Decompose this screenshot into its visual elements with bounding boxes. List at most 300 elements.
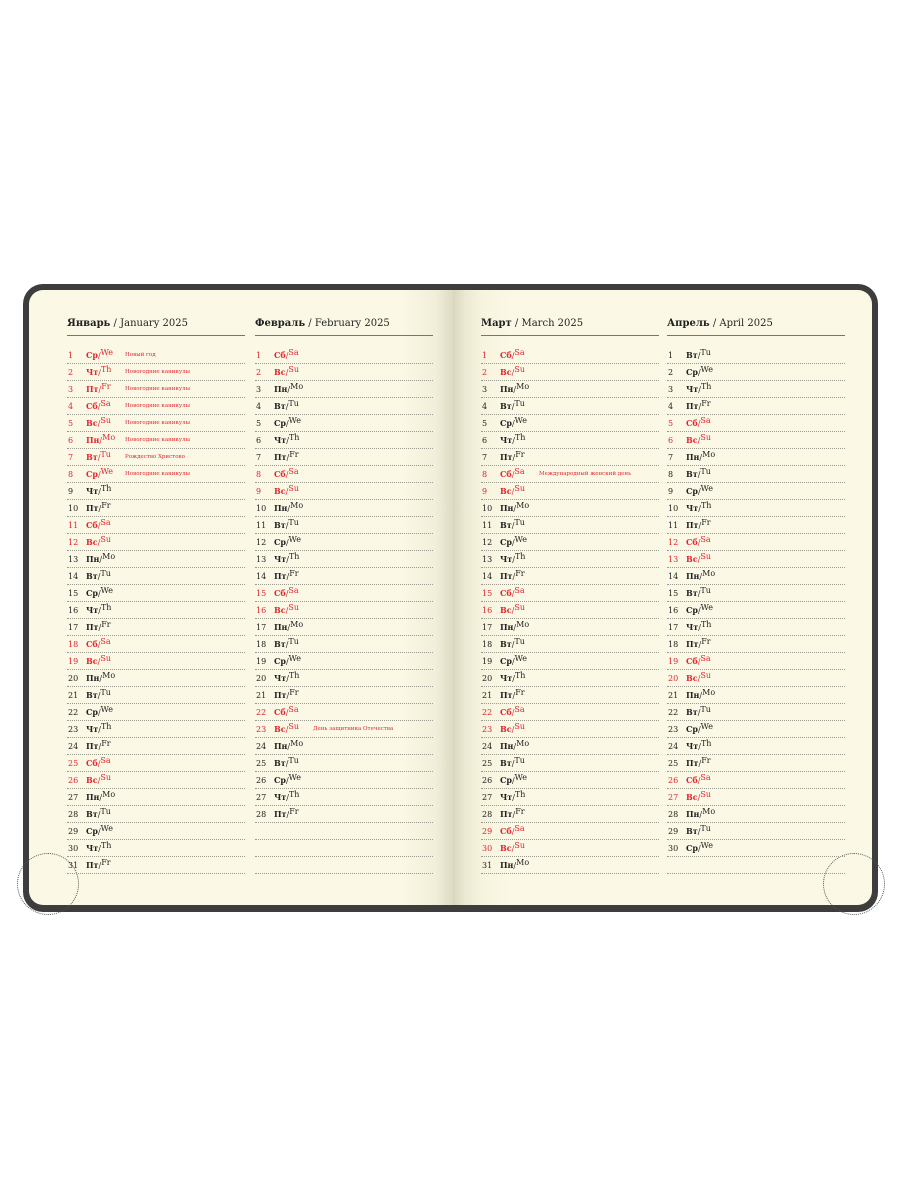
weekday-en: Mo	[702, 569, 716, 578]
day-number: 18	[68, 640, 79, 649]
day-row	[255, 534, 433, 551]
day-row	[67, 806, 245, 823]
month-name-en: February 2025	[314, 318, 390, 329]
weekday: Вт/ Tu	[500, 637, 525, 649]
day-row	[481, 500, 659, 517]
weekday-en: Su	[700, 552, 711, 561]
weekday-en: We	[514, 773, 527, 782]
day-number: 7	[668, 453, 674, 462]
day-number: 21	[482, 691, 493, 700]
weekday: Пн/ Mo	[274, 620, 304, 632]
weekday: Вс/ Su	[686, 671, 711, 683]
weekday: Вт/ Tu	[274, 756, 299, 768]
day-number: 28	[256, 810, 267, 819]
weekday-ru: Вт	[500, 520, 512, 530]
weekday-ru: Сб	[686, 537, 698, 547]
weekday-en: We	[288, 654, 301, 663]
weekday-ru: Сб	[274, 350, 286, 360]
day-row	[667, 619, 845, 636]
weekday: Вт/ Tu	[86, 688, 111, 700]
day-row	[67, 585, 245, 602]
weekday-ru: Вт	[686, 588, 698, 598]
weekday-ru: Сб	[274, 707, 286, 717]
month-name-ru: Апрель	[667, 318, 710, 329]
weekday: Пн/ Mo	[686, 450, 716, 462]
weekday: Сб/ Sa	[500, 705, 525, 717]
holiday-note: Новый год	[125, 352, 156, 358]
weekday-ru: Пн	[274, 503, 288, 513]
day-row	[255, 772, 433, 789]
weekday-en: Th	[288, 671, 300, 680]
day-number: 16	[668, 606, 679, 615]
day-row	[67, 449, 245, 466]
weekday: Чт/ Th	[500, 671, 526, 683]
weekday-ru: Сб	[500, 707, 512, 717]
weekday: Чт/ Th	[686, 739, 712, 751]
day-number: 10	[668, 504, 679, 513]
weekday: Чт/ Th	[86, 841, 112, 853]
day-row	[481, 483, 659, 500]
day-row	[481, 602, 659, 619]
day-row	[67, 415, 245, 432]
day-row	[481, 653, 659, 670]
weekday-ru: Ср	[274, 537, 286, 547]
weekday: Пн/ Mo	[500, 739, 530, 751]
weekday-en: Su	[288, 484, 299, 493]
day-row	[481, 568, 659, 585]
weekday-ru: Сб	[686, 418, 698, 428]
weekday-ru: Пт	[86, 503, 99, 513]
weekday-en: Su	[288, 365, 299, 374]
weekday-en: Sa	[514, 467, 525, 476]
day-number: 7	[68, 453, 74, 462]
weekday-en: Sa	[700, 773, 711, 782]
month-april	[667, 318, 845, 874]
weekday-ru: Сб	[86, 639, 98, 649]
day-row	[67, 619, 245, 636]
day-number: 17	[668, 623, 679, 632]
weekday: Сб/ Sa	[686, 416, 711, 428]
weekday-ru: Вт	[686, 707, 698, 717]
day-number: 14	[482, 572, 493, 581]
weekday: Сб/ Sa	[274, 705, 299, 717]
weekday-en: Tu	[288, 399, 299, 408]
day-row	[667, 653, 845, 670]
weekday-ru: Сб	[274, 588, 286, 598]
weekday: Вс/ Su	[274, 722, 299, 734]
weekday: Ср/ We	[274, 773, 301, 785]
weekday: Вс/ Su	[86, 416, 111, 428]
day-row	[255, 789, 433, 806]
day-number: 6	[668, 436, 674, 445]
weekday-en: Fr	[515, 569, 525, 578]
weekday-ru: Пт	[500, 690, 513, 700]
weekday: Чт/ Th	[274, 552, 300, 564]
day-row	[481, 789, 659, 806]
day-row	[67, 772, 245, 789]
weekday-en: Fr	[289, 688, 299, 697]
day-number: 25	[68, 759, 79, 768]
weekday-ru: Пн	[500, 384, 514, 394]
day-number: 3	[482, 385, 488, 394]
weekday-en: Su	[514, 365, 525, 374]
weekday-ru: Ср	[86, 826, 98, 836]
day-number: 14	[668, 572, 679, 581]
day-number: 29	[668, 827, 679, 836]
weekday-ru: Вт	[86, 809, 98, 819]
day-list	[67, 347, 245, 874]
weekday-ru: Пн	[686, 690, 700, 700]
month-name-en: April 2025	[719, 318, 773, 329]
day-number: 11	[256, 521, 267, 530]
weekday: Чт/ Th	[274, 433, 300, 445]
weekday-en: Th	[288, 790, 300, 799]
day-row	[255, 738, 433, 755]
weekday-en: Su	[100, 654, 111, 663]
day-row	[667, 772, 845, 789]
weekday: Сб/ Sa	[500, 824, 525, 836]
day-row	[255, 466, 433, 483]
weekday-ru: Пн	[686, 571, 700, 581]
day-row	[255, 670, 433, 687]
day-list	[667, 347, 845, 874]
weekday-ru: Вс	[686, 554, 698, 564]
weekday-en: Sa	[100, 637, 111, 646]
day-row	[255, 381, 433, 398]
weekday-ru: Чт	[274, 435, 287, 445]
weekday-en: Mo	[516, 739, 530, 748]
weekday-ru: Сб	[686, 656, 698, 666]
weekday-ru: Чт	[86, 605, 99, 615]
day-number: 2	[668, 368, 674, 377]
day-number: 1	[68, 351, 74, 360]
weekday-ru: Сб	[500, 350, 512, 360]
weekday: Пт/ Fr	[686, 756, 711, 768]
weekday-ru: Вт	[500, 758, 512, 768]
weekday-ru: Вс	[86, 537, 98, 547]
weekday-ru: Ср	[500, 775, 512, 785]
day-number: 2	[256, 368, 262, 377]
weekday-en: Mo	[290, 382, 304, 391]
day-number: 18	[482, 640, 493, 649]
day-row	[667, 483, 845, 500]
day-number: 30	[68, 844, 79, 853]
weekday-ru: Пт	[274, 690, 287, 700]
weekday-en: Su	[100, 416, 111, 425]
weekday-en: Tu	[288, 637, 299, 646]
weekday-ru: Ср	[686, 367, 698, 377]
day-row	[67, 602, 245, 619]
weekday-en: Tu	[700, 467, 711, 476]
weekday: Ср/ We	[686, 484, 713, 496]
day-row	[255, 568, 433, 585]
weekday-ru: Чт	[86, 367, 99, 377]
day-row	[67, 398, 245, 415]
weekday-ru: Пн	[86, 792, 100, 802]
day-number: 10	[256, 504, 267, 513]
weekday-en: Th	[514, 552, 526, 561]
holiday-note: Новогодние каникулы	[125, 420, 191, 426]
day-number: 21	[68, 691, 79, 700]
day-row	[255, 602, 433, 619]
weekday-en: Sa	[700, 535, 711, 544]
weekday-ru: Чт	[686, 384, 699, 394]
weekday: Пт/ Fr	[500, 807, 525, 819]
day-number: 26	[482, 776, 493, 785]
weekday-en: Sa	[700, 654, 711, 663]
weekday-en: Tu	[100, 807, 111, 816]
weekday-ru: Пт	[500, 452, 513, 462]
day-number: 4	[256, 402, 262, 411]
day-number: 11	[68, 521, 79, 530]
weekday: Пт/ Fr	[86, 501, 111, 513]
weekday: Пн/ Mo	[274, 739, 304, 751]
weekday: Чт/ Th	[686, 382, 712, 394]
weekday-ru: Пт	[500, 809, 513, 819]
weekday-en: Fr	[515, 688, 525, 697]
weekday: Ср/ We	[500, 773, 527, 785]
weekday-ru: Вс	[274, 367, 286, 377]
day-number: 13	[256, 555, 267, 564]
day-row	[255, 755, 433, 772]
day-number: 2	[68, 368, 74, 377]
weekday-ru: Вс	[500, 605, 512, 615]
weekday-en: Tu	[514, 756, 525, 765]
weekday-en: We	[700, 603, 713, 612]
weekday-ru: Пт	[274, 452, 287, 462]
weekday-en: Sa	[288, 467, 299, 476]
weekday: Пн/ Mo	[86, 790, 116, 802]
day-row	[667, 415, 845, 432]
day-number: 10	[482, 504, 493, 513]
day-row	[67, 432, 245, 449]
weekday-en: Sa	[514, 586, 525, 595]
weekday: Пт/ Fr	[686, 518, 711, 530]
day-number: 27	[256, 793, 267, 802]
month-header: Март / March 2025	[481, 318, 659, 336]
day-row	[481, 466, 659, 483]
day-number: 17	[256, 623, 267, 632]
day-number: 11	[482, 521, 493, 530]
day-number: 5	[668, 419, 674, 428]
weekday-en: Fr	[101, 858, 111, 867]
day-number: 22	[256, 708, 267, 717]
weekday-ru: Сб	[86, 401, 98, 411]
weekday-en: Th	[100, 841, 112, 850]
day-number: 24	[68, 742, 79, 751]
weekday: Сб/ Sa	[86, 518, 111, 530]
weekday-ru: Пт	[274, 809, 287, 819]
weekday-en: Th	[700, 501, 712, 510]
weekday-en: Sa	[288, 705, 299, 714]
day-number: 4	[668, 402, 674, 411]
day-row	[481, 551, 659, 568]
day-list	[481, 347, 659, 874]
weekday-ru: Пн	[500, 622, 514, 632]
weekday-ru: Пн	[274, 384, 288, 394]
weekday-en: Fr	[101, 620, 111, 629]
day-row	[667, 738, 845, 755]
weekday-ru: Вт	[500, 639, 512, 649]
weekday-ru: Сб	[86, 520, 98, 530]
weekday-en: Mo	[702, 688, 716, 697]
weekday: Чт/ Th	[86, 484, 112, 496]
day-number: 13	[68, 555, 79, 564]
day-row	[481, 619, 659, 636]
day-row	[67, 500, 245, 517]
weekday-en: Fr	[101, 382, 111, 391]
weekday: Ср/ We	[274, 416, 301, 428]
month-february	[255, 318, 433, 874]
weekday: Пн/ Mo	[274, 501, 304, 513]
day-number: 20	[668, 674, 679, 683]
day-number: 9	[482, 487, 488, 496]
weekday: Пт/ Fr	[500, 688, 525, 700]
day-number: 25	[482, 759, 493, 768]
weekday-ru: Вс	[86, 656, 98, 666]
weekday: Чт/ Th	[274, 671, 300, 683]
weekday: Вс/ Su	[274, 365, 299, 377]
weekday-ru: Ср	[86, 707, 98, 717]
day-number: 24	[668, 742, 679, 751]
weekday-ru: Сб	[686, 775, 698, 785]
weekday-en: We	[100, 586, 113, 595]
day-row	[667, 721, 845, 738]
weekday: Пт/ Fr	[86, 620, 111, 632]
day-number: 7	[256, 453, 262, 462]
holiday-note: Международный женский день	[539, 471, 632, 477]
weekday-en: Sa	[514, 824, 525, 833]
holiday-note: Новогодние каникулы	[125, 403, 191, 409]
weekday: Пн/ Mo	[686, 688, 716, 700]
weekday: Вс/ Su	[274, 484, 299, 496]
weekday: Сб/ Sa	[686, 535, 711, 547]
day-number: 26	[68, 776, 79, 785]
weekday: Вт/ Tu	[274, 399, 299, 411]
weekday: Пт/ Fr	[500, 569, 525, 581]
day-number: 13	[668, 555, 679, 564]
weekday-ru: Вт	[686, 469, 698, 479]
day-row	[67, 653, 245, 670]
weekday-en: Su	[100, 773, 111, 782]
day-row	[481, 517, 659, 534]
day-row	[481, 449, 659, 466]
day-number: 26	[668, 776, 679, 785]
day-row	[667, 347, 845, 364]
weekday: Чт/ Th	[686, 501, 712, 513]
weekday-ru: Вт	[86, 452, 98, 462]
weekday-ru: Пн	[686, 452, 700, 462]
day-number: 12	[482, 538, 493, 547]
weekday-ru: Вт	[274, 758, 286, 768]
day-row	[255, 585, 433, 602]
day-row	[481, 347, 659, 364]
weekday-en: Su	[700, 433, 711, 442]
day-number: 22	[68, 708, 79, 717]
day-number: 28	[668, 810, 679, 819]
day-number: 19	[482, 657, 493, 666]
weekday-ru: Вт	[274, 520, 286, 530]
day-number: 27	[668, 793, 679, 802]
day-row	[255, 704, 433, 721]
month-header: Январь / January 2025	[67, 318, 245, 336]
day-number: 8	[256, 470, 262, 479]
weekday-ru: Вт	[86, 571, 98, 581]
weekday-ru: Чт	[86, 843, 99, 853]
weekday-ru: Пн	[86, 435, 100, 445]
day-number: 24	[482, 742, 493, 751]
day-row	[481, 364, 659, 381]
holiday-note: Новогодние каникулы	[125, 437, 191, 443]
weekday-en: We	[700, 722, 713, 731]
weekday-en: Sa	[100, 399, 111, 408]
weekday: Вт/ Tu	[500, 518, 525, 530]
day-number: 20	[256, 674, 267, 683]
weekday-en: Sa	[700, 416, 711, 425]
day-row	[667, 364, 845, 381]
weekday: Пт/ Fr	[274, 807, 299, 819]
day-row	[481, 823, 659, 840]
weekday-en: Fr	[701, 637, 711, 646]
weekday-en: Mo	[290, 620, 304, 629]
weekday: Пн/ Mo	[686, 569, 716, 581]
day-row	[255, 500, 433, 517]
weekday-ru: Сб	[86, 758, 98, 768]
weekday-ru: Сб	[500, 469, 512, 479]
weekday-en: Th	[288, 552, 300, 561]
day-row	[481, 670, 659, 687]
weekday: Чт/ Th	[86, 365, 112, 377]
weekday-en: Mo	[102, 433, 116, 442]
weekday-en: Su	[700, 671, 711, 680]
weekday-ru: Ср	[274, 656, 286, 666]
weekday: Ср/ We	[86, 705, 113, 717]
weekday-en: Th	[288, 433, 300, 442]
day-row	[67, 381, 245, 398]
day-row	[481, 738, 659, 755]
weekday: Чт/ Th	[500, 790, 526, 802]
weekday-en: Tu	[514, 518, 525, 527]
weekday-ru: Сб	[500, 588, 512, 598]
weekday: Чт/ Th	[274, 790, 300, 802]
day-number: 19	[668, 657, 679, 666]
weekday: Пн/ Mo	[500, 858, 530, 870]
weekday: Ср/ We	[274, 535, 301, 547]
day-row	[667, 517, 845, 534]
day-row	[67, 670, 245, 687]
weekday-en: Mo	[516, 501, 530, 510]
weekday-ru: Ср	[86, 350, 98, 360]
day-number: 24	[256, 742, 267, 751]
day-number: 27	[68, 793, 79, 802]
weekday: Пн/ Mo	[86, 671, 116, 683]
weekday-en: Th	[100, 365, 112, 374]
day-row	[67, 568, 245, 585]
weekday: Вт/ Tu	[686, 586, 711, 598]
weekday-ru: Пн	[274, 622, 288, 632]
day-number: 23	[256, 725, 267, 734]
day-number: 3	[668, 385, 674, 394]
day-number: 8	[668, 470, 674, 479]
day-row	[667, 534, 845, 551]
weekday-ru: Чт	[500, 435, 513, 445]
weekday-ru: Вс	[686, 792, 698, 802]
day-row	[255, 806, 433, 823]
weekday: Вс/ Su	[86, 773, 111, 785]
day-row	[481, 687, 659, 704]
day-number: 28	[482, 810, 493, 819]
weekday-ru: Вт	[686, 350, 698, 360]
